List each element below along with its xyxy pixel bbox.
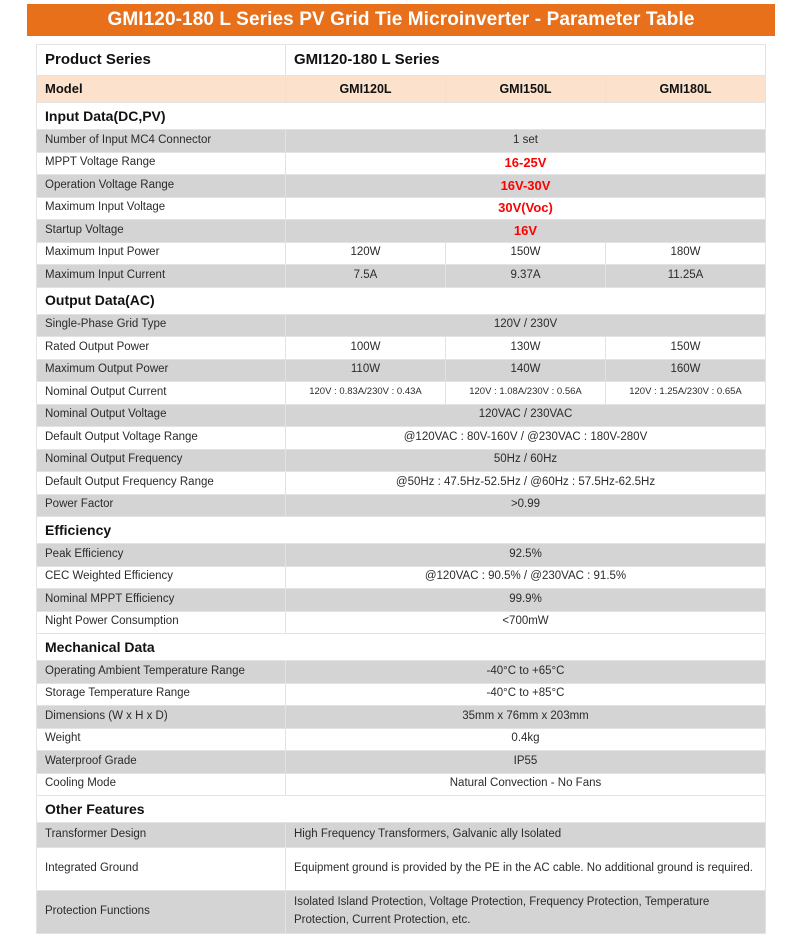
table-row: [37, 359, 766, 382]
table-row: [37, 891, 766, 934]
table-row: [37, 404, 766, 427]
row-value-1: 120V : 0.83A/230V : 0.43A: [286, 382, 446, 405]
row-value-span: 50Hz / 60Hz: [286, 449, 766, 472]
table-row: [37, 589, 766, 612]
row-label: Night Power Consumption: [37, 611, 286, 634]
page-title: GMI120-180 L Series PV Grid Tie Microinverter - Parameter Table: [107, 9, 695, 30]
row-value-1: 110W: [286, 359, 446, 382]
table-body: [37, 45, 766, 934]
row-value-3: 120V : 1.25A/230V : 0.65A: [606, 382, 766, 405]
table-row: [37, 751, 766, 774]
model-column-1: GMI120L: [286, 76, 446, 103]
row-value-span: -40°C to +65°C: [286, 661, 766, 684]
row-label: Single-Phase Grid Type: [37, 314, 286, 337]
table-row: [37, 661, 766, 684]
row-value-3: 180W: [606, 242, 766, 265]
row-value-3: 11.25A: [606, 265, 766, 288]
row-value-span: Equipment ground is provided by the PE in the AC cable. No additional ground is required.: [286, 848, 766, 891]
specification-table: [36, 44, 766, 934]
table-row: [37, 848, 766, 891]
section-header-label: Output Data(AC): [37, 287, 766, 314]
model-column-3: GMI180L: [606, 76, 766, 103]
row-value-span: >0.99: [286, 494, 766, 517]
row-value-span: Isolated Island Protection, Voltage Protection, Frequency Protection, Temperature Protection, Current Protection, etc.: [286, 891, 766, 934]
product-series-value: GMI120-180 L Series: [286, 45, 766, 76]
row-value-1: 7.5A: [286, 265, 446, 288]
row-value-span: High Frequency Transformers, Galvanic ally Isolated: [286, 823, 766, 848]
section-header-row: [37, 287, 766, 314]
row-label: CEC Weighted Efficiency: [37, 566, 286, 589]
row-label: Maximum Input Voltage: [37, 197, 286, 220]
row-label: Nominal Output Frequency: [37, 449, 286, 472]
row-value-span: 30V(Voc): [286, 197, 766, 220]
row-label: Waterproof Grade: [37, 751, 286, 774]
row-value-2: 9.37A: [446, 265, 606, 288]
table-row: [37, 494, 766, 517]
section-header-label: Efficiency: [37, 517, 766, 544]
table-row: [37, 197, 766, 220]
row-label: Default Output Voltage Range: [37, 427, 286, 450]
table-row: [37, 382, 766, 405]
table-row: [37, 566, 766, 589]
section-header-label: Input Data(DC,PV): [37, 103, 766, 130]
row-value-span: @120VAC : 80V-160V / @230VAC : 180V-280V: [286, 427, 766, 450]
model-row: [37, 76, 766, 103]
product-series-row: [37, 45, 766, 76]
table-row: [37, 175, 766, 198]
table-row: [37, 611, 766, 634]
table-row: [37, 265, 766, 288]
section-header-row: [37, 796, 766, 823]
section-header-row: [37, 103, 766, 130]
model-label: Model: [37, 76, 286, 103]
row-label: Operating Ambient Temperature Range: [37, 661, 286, 684]
row-value-2: 120V : 1.08A/230V : 0.56A: [446, 382, 606, 405]
row-value-span: 120VAC / 230VAC: [286, 404, 766, 427]
row-value-2: 130W: [446, 337, 606, 360]
row-value-2: 140W: [446, 359, 606, 382]
section-header-row: [37, 517, 766, 544]
title-banner: [27, 4, 775, 36]
row-value-span: 0.4kg: [286, 728, 766, 751]
section-header-row: [37, 634, 766, 661]
table-row: [37, 683, 766, 706]
table-row: [37, 706, 766, 729]
row-label: Protection Functions: [37, 891, 286, 934]
row-label: Weight: [37, 728, 286, 751]
table-row: [37, 242, 766, 265]
table-row: [37, 449, 766, 472]
table-row: [37, 728, 766, 751]
row-label: Maximum Output Power: [37, 359, 286, 382]
table-row: [37, 823, 766, 848]
section-header-label: Mechanical Data: [37, 634, 766, 661]
row-value-span: -40°C to +85°C: [286, 683, 766, 706]
row-value-span: Natural Convection - No Fans: [286, 773, 766, 796]
row-value-span: 92.5%: [286, 544, 766, 567]
table-row: [37, 314, 766, 337]
row-label: Number of Input MC4 Connector: [37, 130, 286, 153]
table-row: [37, 544, 766, 567]
row-label: Peak Efficiency: [37, 544, 286, 567]
model-column-2: GMI150L: [446, 76, 606, 103]
row-label: Default Output Frequency Range: [37, 472, 286, 495]
row-value-span: 16V-30V: [286, 175, 766, 198]
row-label: Maximum Input Current: [37, 265, 286, 288]
row-value-span: 16-25V: [286, 152, 766, 175]
row-value-1: 100W: [286, 337, 446, 360]
row-label: Startup Voltage: [37, 220, 286, 243]
row-label: Operation Voltage Range: [37, 175, 286, 198]
row-label: Maximum Input Power: [37, 242, 286, 265]
row-label: Integrated Ground: [37, 848, 286, 891]
row-value-3: 160W: [606, 359, 766, 382]
row-label: Dimensions (W x H x D): [37, 706, 286, 729]
row-label: Nominal MPPT Efficiency: [37, 589, 286, 612]
table-row: [37, 130, 766, 153]
row-label: Cooling Mode: [37, 773, 286, 796]
product-series-label: Product Series: [37, 45, 286, 76]
row-value-span: 35mm x 76mm x 203mm: [286, 706, 766, 729]
row-label: Transformer Design: [37, 823, 286, 848]
table-row: [37, 773, 766, 796]
table-row: [37, 337, 766, 360]
row-label: Nominal Output Current: [37, 382, 286, 405]
row-value-2: 150W: [446, 242, 606, 265]
table-row: [37, 152, 766, 175]
row-value-span: 1 set: [286, 130, 766, 153]
row-label: MPPT Voltage Range: [37, 152, 286, 175]
row-value-span: 16V: [286, 220, 766, 243]
row-value-3: 150W: [606, 337, 766, 360]
row-value-span: @50Hz : 47.5Hz-52.5Hz / @60Hz : 57.5Hz-62.5Hz: [286, 472, 766, 495]
row-value-span: 99.9%: [286, 589, 766, 612]
row-value-1: 120W: [286, 242, 446, 265]
table-row: [37, 427, 766, 450]
row-value-span: 120V / 230V: [286, 314, 766, 337]
row-label: Rated Output Power: [37, 337, 286, 360]
row-label: Storage Temperature Range: [37, 683, 286, 706]
row-label: Power Factor: [37, 494, 286, 517]
table-row: [37, 220, 766, 243]
row-value-span: <700mW: [286, 611, 766, 634]
row-value-span: IP55: [286, 751, 766, 774]
row-label: Nominal Output Voltage: [37, 404, 286, 427]
section-header-label: Other Features: [37, 796, 766, 823]
row-value-span: @120VAC : 90.5% / @230VAC : 91.5%: [286, 566, 766, 589]
table-row: [37, 472, 766, 495]
